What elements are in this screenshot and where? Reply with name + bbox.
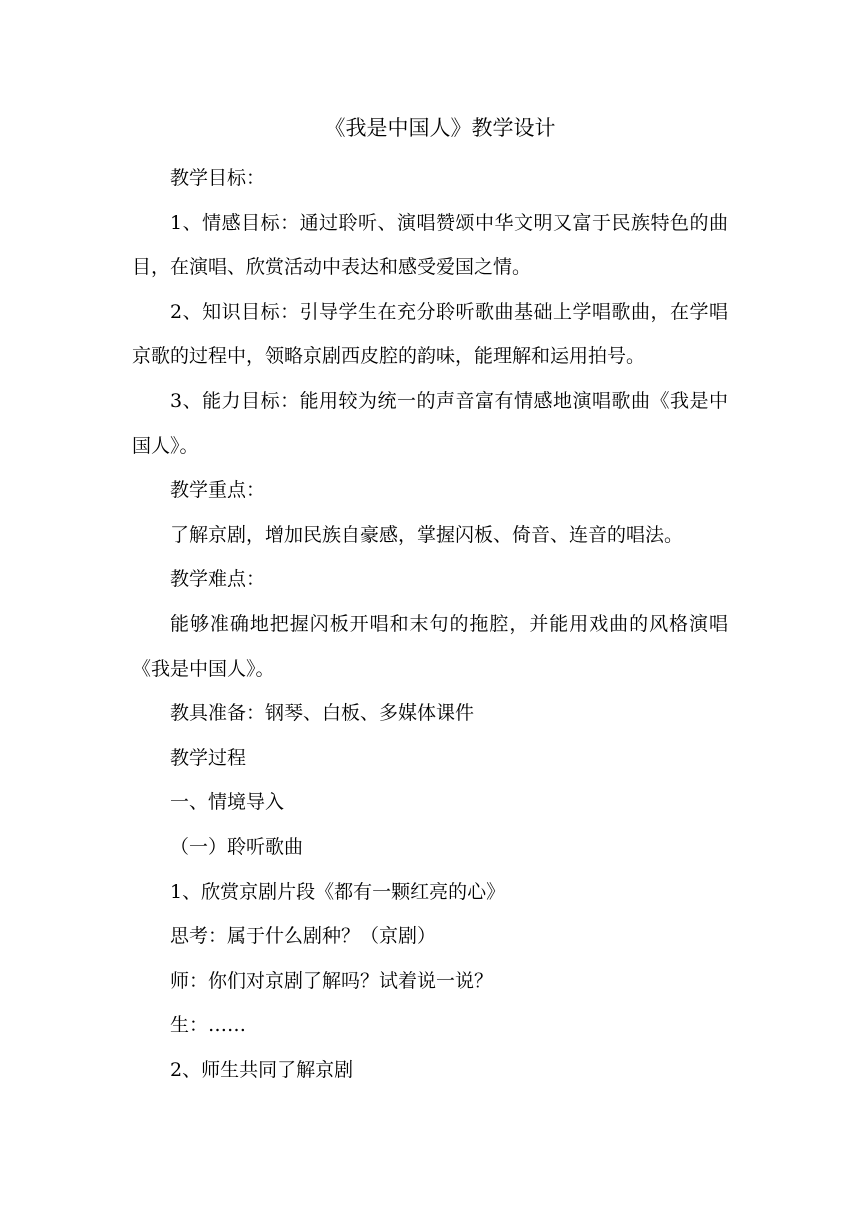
heading-teaching-process: 教学过程 (170, 746, 247, 769)
goal-ability: 3、能力目标：能用较为统一的声音富有情感地演唱歌曲《我是中国人》。 (132, 389, 728, 457)
subsection-listen-song: （一）聆听歌曲 (170, 835, 304, 858)
heading-teaching-goals: 教学目标： (170, 167, 266, 189)
goal-knowledge: 2、知识目标：引导学生在充分聆听歌曲基础上学唱歌曲，在学唱京歌的过程中，领略京剧西皮腔的韵味，能理解和运用拍号。 (132, 300, 728, 368)
goal-emotion: 1、情感目标：通过聆听、演唱赞颂中华文明又富于民族特色的曲目，在演唱、欣赏活动中表达和感受爱国之情。 (132, 211, 728, 279)
heading-key-points: 教学重点： (170, 479, 266, 502)
document-body (132, 156, 728, 1092)
step-learn-together: 2、师生共同了解京剧 (170, 1058, 354, 1081)
document-title: 《我是中国人》教学设计 (324, 116, 556, 140)
heading-difficulties: 教学难点： (170, 568, 266, 591)
key-points-text: 了解京剧，增加民族自豪感，掌握闪板、倚音、连音的唱法。 (170, 523, 684, 546)
step-student-answer: 生：…… (170, 1014, 247, 1037)
section-situation-intro: 一、情境导入 (170, 791, 285, 814)
teaching-aids: 教具准备：钢琴、白板、多媒体课件 (170, 702, 475, 725)
step-appreciate-opera: 1、欣赏京剧片段《都有一颗红亮的心》 (170, 880, 506, 903)
step-think: 思考：属于什么剧种？（京剧） (170, 925, 437, 948)
difficulties-text: 能够准确地把握闪板开唱和末句的拖腔，并能用戏曲的风格演唱《我是中国人》。 (132, 612, 728, 680)
step-teacher-question: 师：你们对京剧了解吗？试着说一说？ (170, 969, 494, 992)
